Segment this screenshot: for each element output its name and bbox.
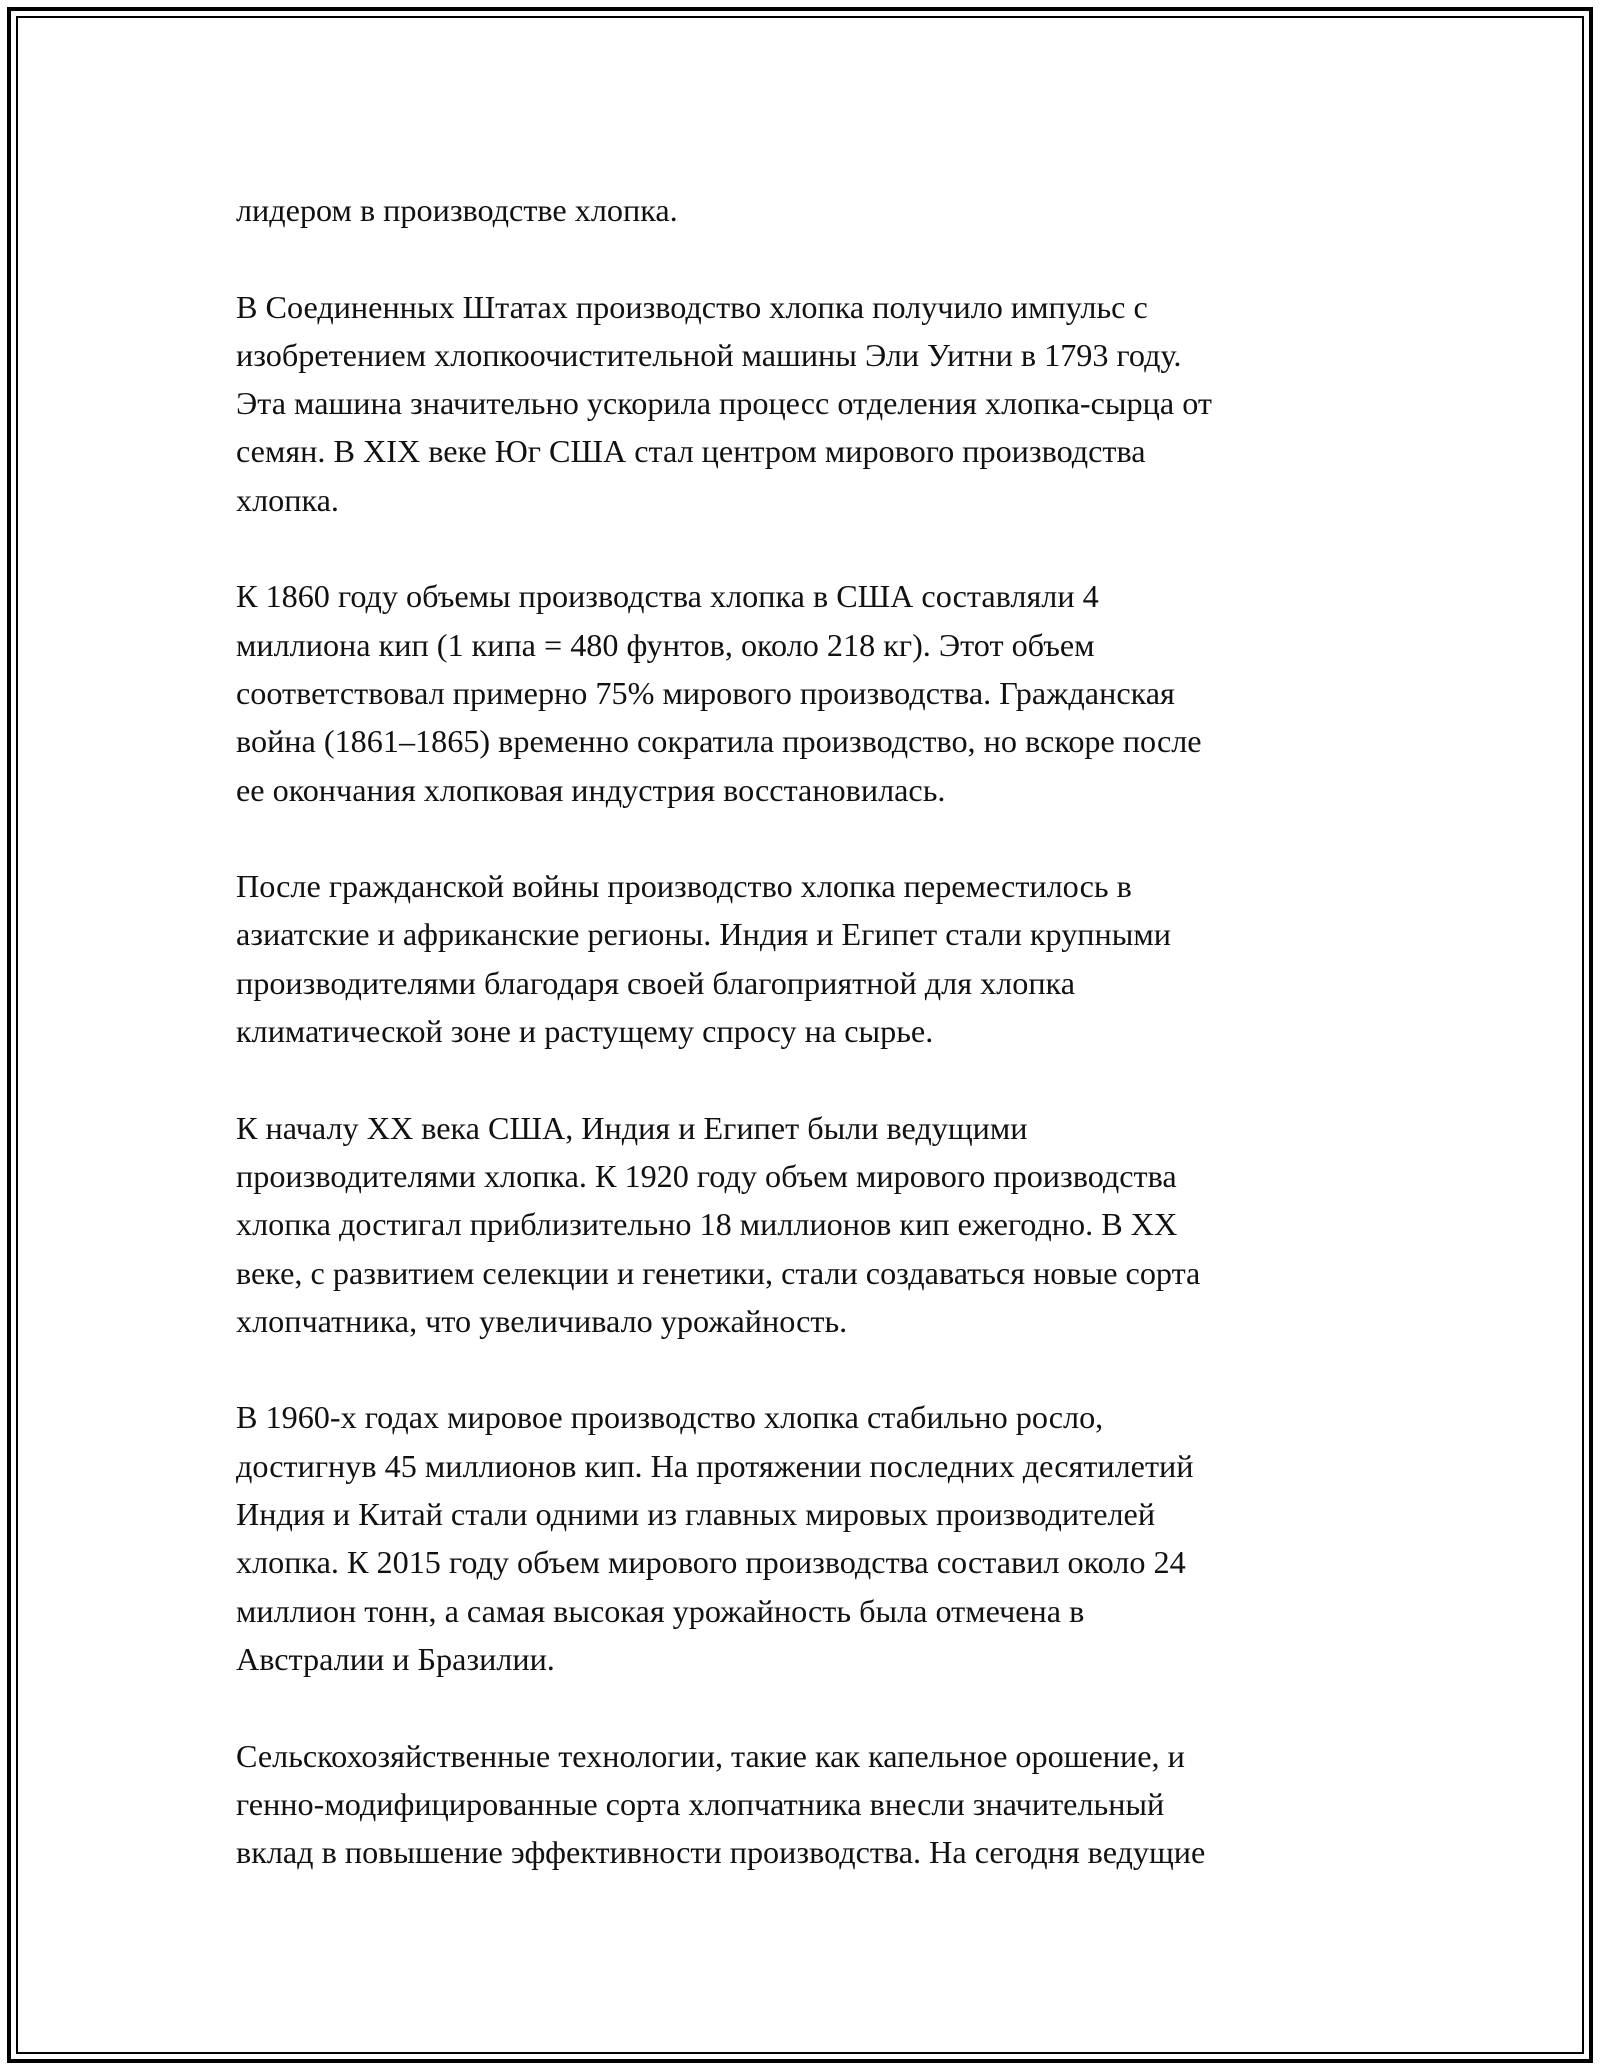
text-line: К началу XX века США, Индия и Египет были ведущими bbox=[236, 1109, 1028, 1146]
text-line: климатической зоне и растущему спросу на сырье. bbox=[236, 1013, 934, 1050]
text-line: хлопчатника, что увеличивало урожайность. bbox=[236, 1302, 848, 1339]
paragraph bbox=[236, 862, 1366, 1055]
text-line: производителями благодаря своей благоприятной для хлопка bbox=[236, 964, 1075, 1001]
text-line: веке, с развитием селекции и генетики, стали создаваться новые сорта bbox=[236, 1254, 1201, 1291]
text-line: соответствовал примерно 75% мирового производства. Гражданская bbox=[236, 674, 1175, 711]
paragraph bbox=[236, 572, 1366, 813]
paragraph bbox=[236, 1732, 1366, 1877]
text-line: достигнув 45 миллионов кип. На протяжении последних десятилетий bbox=[236, 1447, 1194, 1484]
text-line: хлопка. К 2015 году объем мирового производства составил около 24 bbox=[236, 1544, 1186, 1581]
text-line: Индия и Китай стали одними из главных мировых производителей bbox=[236, 1496, 1156, 1533]
paragraph bbox=[236, 283, 1366, 524]
text-line: После гражданской войны производство хлопка переместилось в bbox=[236, 868, 1132, 905]
text-line: война (1861–1865) временно сократила производство, но вскоре после bbox=[236, 723, 1202, 760]
text-line: В 1960-х годах мировое производство хлопка стабильно росло, bbox=[236, 1399, 1104, 1436]
text-line: лидером в производстве хлопка. bbox=[236, 192, 678, 228]
paragraph bbox=[236, 186, 1366, 234]
paragraph bbox=[236, 1104, 1366, 1345]
text-line: В Соединенных Штатах производство хлопка получило импульс с bbox=[236, 288, 1148, 325]
text-line: производителями хлопка. К 1920 году объем мирового производства bbox=[236, 1157, 1177, 1194]
text-line: вклад в повышение эффективности производства. На сегодня ведущие bbox=[236, 1834, 1206, 1871]
text-line: семян. В XIX веке Юг США стал центром мирового производства bbox=[236, 433, 1146, 470]
text-line: миллиона кип (1 кипа = 480 фунтов, около 218 кг). Этот объем bbox=[236, 626, 1095, 663]
text-line: хлопка достигал приблизительно 18 миллионов кип ежегодно. В XX bbox=[236, 1206, 1178, 1243]
text-line: Эта машина значительно ускорила процесс отделения хлопка-сырца от bbox=[236, 385, 1212, 422]
text-line: ее окончания хлопковая индустрия восстановилась. bbox=[236, 771, 946, 808]
text-line: изобретением хлопкоочистительной машины Эли Уитни в 1793 году. bbox=[236, 336, 1182, 373]
document-body bbox=[236, 186, 1366, 1925]
text-line: хлопка. bbox=[236, 481, 339, 518]
text-line: Сельскохозяйственные технологии, такие как капельное орошение, и bbox=[236, 1737, 1185, 1774]
text-line: Австралии и Бразилии. bbox=[236, 1640, 555, 1677]
text-line: К 1860 году объемы производства хлопка в США составляли 4 bbox=[236, 578, 1099, 615]
text-line: азиатские и африканские регионы. Индия и Египет стали крупными bbox=[236, 916, 1171, 953]
text-line: генно-модифицированные сорта хлопчатника внесли значительный bbox=[236, 1785, 1165, 1822]
paragraph bbox=[236, 1393, 1366, 1683]
text-line: миллион тонн, а самая высокая урожайность была отмечена в bbox=[236, 1592, 1085, 1629]
